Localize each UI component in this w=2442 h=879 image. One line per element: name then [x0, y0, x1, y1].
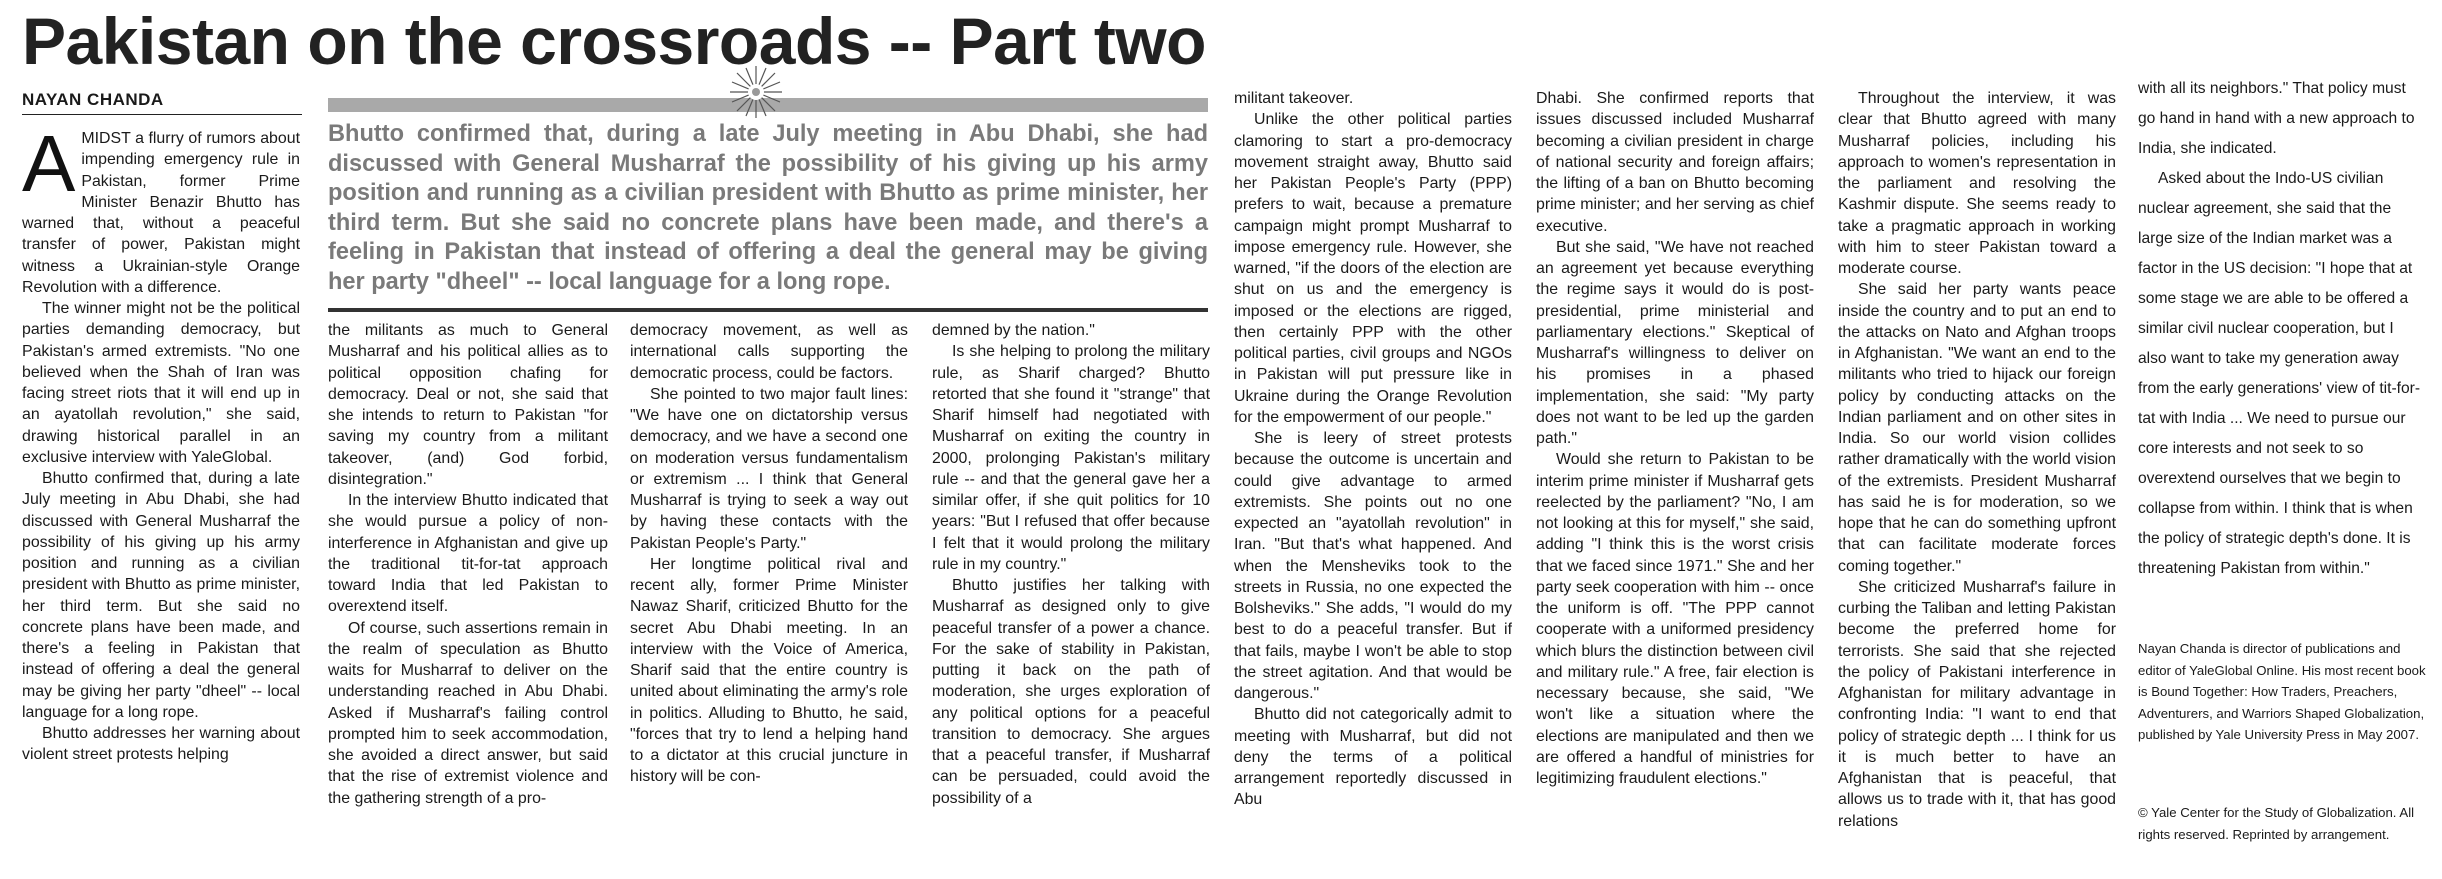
article-column-2 — [328, 320, 608, 872]
column-paragraph: democracy movement, as well as international calls supporting the democratic process, could be factors. — [630, 322, 908, 382]
column-paragraph: Unlike the other political parties clamoring to start a pro-democracy movement straight away, Bhutto said her Pakistan People's Party (PPP) prefers to wait, because a premature campaign might prompt Musharraf to impose emergency rule. However, she warned, "if the doors of the election are shut on us and the emergency is imposed or the elections are rigged, then certainly PPP with the other political parties, civil groups and NGOs in Pakistan will put pressure like in Ukraine during the Orange Revolution for the empowerment of our people." — [1234, 111, 1512, 426]
column-paragraph: Of course, such assertions remain in the realm of speculation as Bhutto waits for Musharraf to deliver on the understanding reached in Abu Dhabi. Asked if Musharraf's failing control prompted him to seek accommodation, she avoided a direct answer, but said that the rise of extremist violence and the gathering strength of a pro- — [328, 619, 608, 807]
column-paragraph: Bhutto addresses her warning about violent street protests helping — [22, 725, 300, 764]
column-paragraph: Dhabi. She confirmed reports that issues discussed included Musharraf becoming a civilian president in charge of national security and foreign affairs; the lifting of a ban on Bhutto becoming prime minister; and her serving as chief executive. — [1536, 90, 1814, 235]
pull-quote-bottom-rule — [328, 308, 1208, 312]
drop-cap: A — [22, 128, 76, 208]
column-paragraph: militant takeover. — [1234, 90, 1354, 107]
column-paragraph: Asked about the Indo-US civilian nuclear agreement, she said that the large size of the Indian market was a factor in the US decision: "I hope that at some stage we are able to be offered a similar civil nuclear cooperation, but I also want to take my generation away from the early generations' view of tit-for-tat with India ... We need to pursue our core interests and not seek to so overextend ourselves that we begin to collapse from within. I think that is when the policy of strategic depth's done. It is threatening Pakistan from within." — [2138, 170, 2421, 577]
column-paragraph: Bhutto confirmed that, during a late July meeting in Abu Dhabi, she had discussed with General Musharraf the possibility of his giving up his army position and running as a civilian president with Bhutto as prime minister, her third term. But she said no concrete plans have been made, and there's a feeling in Pakistan that instead of offering a deal the general may be giving her party "dheel" -- local language for a long rope. — [22, 470, 300, 721]
headline: Pakistan on the crossroads -- Part two — [22, 4, 1206, 78]
column-paragraph: She is leery of street protests because the outcome is uncertain and could give advantage to armed extremists. She points out no one expected an "ayatollah revolution" in Iran. "But that's what happened. And when the Mensheviks took to the streets in Russia, no one expected the Bolsheviks." She adds, "I would do my best to do a peaceful transfer. But if that fails, maybe I won't be able to stop the street agitation. And that would be dangerous." — [1234, 430, 1512, 702]
column-paragraph: the militants as much to General Musharraf and his political allies as to political opposition chafing for democracy. Deal or not, she said that she intends to return to Pakistan "for saving my country from a militant takeover, (and) God forbid, disintegration." — [328, 322, 608, 488]
column-paragraph: AMIDST a flurry of rumors about impending emergency rule in Pakistan, former Prime Minister Benazir Bhutto has warned that, without a peaceful transfer of power, Pakistan might witness a Ukrainian-style Orange Revolution with a difference. — [22, 128, 300, 296]
article-column-5 — [1234, 88, 1512, 872]
article-column-1 — [22, 128, 300, 870]
column-paragraph: She criticized Musharraf's failure in curbing the Taliban and letting Pakistan become the preferred home for terrorists. She said that she rejected the policy of Pakistani interference in Afghanistan for military advantage in confronting India: "I want to end that policy of strategic depth ... I think for us it is much better to have an Afghanistan that is peaceful, that allows us to trade with it, that has good relations — [1838, 578, 2116, 830]
article-column-4 — [932, 320, 1210, 872]
column-paragraph: Her longtime political rival and recent ally, former Prime Minister Nawaz Sharif, criticized Bhutto for the secret Abu Dhabi meeting. In an interview with the Voice of America, Sharif said that the entire country is united about eliminating the army's role in politics. Alluding to Bhutto, he said, "forces that try to lend a helping hand to a dictator at this crucial juncture in history will be con- — [630, 555, 908, 786]
article-column-7 — [1838, 88, 2116, 872]
copyright-notice: © Yale Center for the Study of Globalization. All rights reserved. Reprinted by arrangement. — [2138, 805, 2415, 842]
column-paragraph: But she said, "We have not reached an agreement yet because everything the regime says it would do is post- presidential, prime ministerial and parliamentary elections." Skeptical of Musharraf's willingness to deliver on his promises in a phased implementation, she said: "My party does not want to be led up the garden path." — [1536, 238, 1814, 447]
column-paragraph: The winner might not be the political parties demanding democracy, but Pakistan's armed extremists. "No one believed when the Shah of Iran was facing street riots that it will end up in an ayatollah revolution," she said, drawing historical parallel in an exclusive interview with YaleGlobal. — [22, 300, 300, 466]
column-paragraph: Throughout the interview, it was clear that Bhutto agreed with many Musharraf policies, including his approach to women's representation in the parliament and resolving the Kashmir dispute. She seems ready to take a pragmatic approach in working with him to steer Pakistan toward a moderate course. — [1838, 90, 2116, 277]
article-column-6 — [1536, 88, 1814, 872]
column-paragraph: Is she helping to prolong the military rule, as Sharif charged? Bhutto retorted that she found it "strange" that Sharif himself had negotiated with Musharraf on exiting the country in 2000, prolonging Pakistan's military rule -- and that the general gave her a similar offer, if she quit politics for 10 years: "But I refused that offer because I felt that it would prolong the military rule in my country." — [932, 343, 1210, 573]
byline: NAYAN CHANDA — [22, 90, 302, 115]
column-paragraph: Bhutto did not categorically admit to meeting with Musharraf, but did not deny the terms of a political arrangement reportedly discussed in Abu — [1234, 706, 1512, 809]
article-column-8 — [2138, 74, 2426, 634]
column-paragraph: with all its neighbors." That policy must go hand in hand with a new approach to India, she indicated. — [2138, 80, 2415, 157]
pull-quote-box — [328, 98, 1208, 312]
article-column-3 — [630, 320, 908, 872]
pull-quote-text: Bhutto confirmed that, during a late July meeting in Abu Dhabi, she had discussed with General Musharraf the possibility of his giving up his army position and running as a civilian president with Bhutto as prime minister, her third term. But she said no concrete plans have been made, and there's a feeling in Pakistan that instead of offering a deal the general may be giving her party "dheel" -- local language for a long rope. — [328, 121, 1208, 295]
author-bio: Nayan Chanda is director of publications and editor of YaleGlobal Online. His most recent book is Bound Together: How Traders, Preachers, Adventurers, and Warriors Shaped Globalization, published by Yale University Press in May 2007. — [2138, 641, 2426, 742]
starburst-icon — [728, 64, 784, 120]
column-paragraph: In the interview Bhutto indicated that she would pursue a policy of non-interference in Afghanistan and give up the traditional tit-for-tat approach toward India that led Pakistan to overextend itself. — [328, 492, 608, 616]
column-paragraph: She said her party wants peace inside the country and to put an end to the attacks on Nato and Afghan troops in Afghanistan. "We want an end to the militants who tried to hijack our foreign policy by conducting attacks on the Indian parliament and on other sites in India. So our world vision collides rather dramatically with the world vision of the extremists. President Musharraf has said he is for moderation, so we hope that he can do something upfront that can facilitate moderate forces coming together." — [1838, 281, 2116, 575]
column-paragraph: Bhutto justifies her talking with Musharraf as designed only to give peaceful transfer of a power a chance. For the sake of stability in Pakistan, putting it back on the path of moderation, she urges exploration of any political options for a peaceful transition to democracy. She argues that a peaceful transfer, if Musharraf can be persuaded, could avoid the possibility of a — [932, 577, 1210, 807]
column-paragraph: demned by the nation." — [932, 322, 1095, 339]
column-paragraph: Would she return to Pakistan to be interim prime minister if Musharraf gets reelected by the parliament? "No, I am not looking at this for myself," she said, adding "I think this is the worst crisis that we faced since 1971." She and her party seek cooperation with him -- once the uniform is off. "The PPP cannot cooperate with a uniformed presidency which blurs the distinction between civil and military rule." A free, fair election is necessary because, she said, "We won't like a situation where the elections are manipulated and then we are offered a handful of ministries for legitimizing fraudulent elections." — [1536, 451, 1814, 787]
column-paragraph: She pointed to two major fault lines: "We have one on dictatorship versus democracy, and we have a second one on moderation versus fundamentalism or extremism ... I think that General Musharraf is trying to seek a way out by having these contacts with the Pakistan People's Party." — [630, 385, 908, 552]
